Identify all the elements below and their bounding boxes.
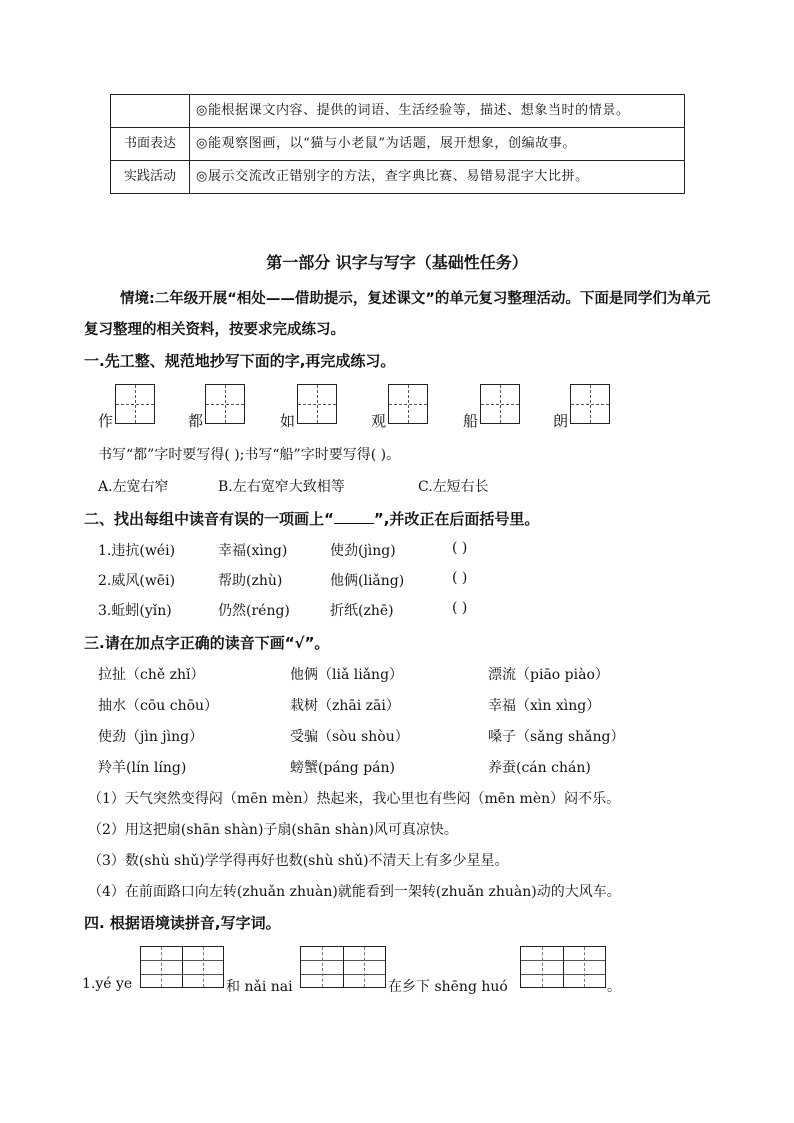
pinyin-choice: 漂流（piāo piào） [488,667,609,683]
q4-pinyin-1: 1.yé ye [82,976,133,992]
q3-sentence: （4）在前面路口向左转(zhuǎn zhuàn)就能看到一架转(zhuǎn zhuàn)动的大风车。 [88,884,621,900]
q3-sentence: （2）用这把扇(shān shàn)子扇(shān shàn)风可真凉快。 [88,822,458,838]
q3-sentence: （1）天气突然变得闷（mēn mèn）热起来，我心里也有些闷（mēn mèn）闷不乐。 [88,791,621,807]
pinyin-choice: 栽树（zhāi zāi） [290,698,400,714]
answer-paren[interactable]: ( ) [452,600,468,616]
underline-blank [334,509,374,524]
q2-heading [84,508,539,529]
table-category-cell [111,95,190,128]
q1-heading: 一.先工整、规范地抄写下面的字,再完成练习。 [84,352,396,370]
q2-item: 他俩(liǎng) [330,573,405,589]
table-category-cell: 书面表达 [111,128,190,161]
q2-item: 3.蚯蚓(yǐn) [98,603,172,619]
writing-grid[interactable] [480,384,520,424]
q1-option-a: A.左宽右窄 [98,479,169,495]
table-description-cell: ◎展示交流改正错别字的方法，查字典比赛、易错易混字大比拼。 [190,161,685,194]
q3-sentence: （3）数(shù shǔ)学学得再好也数(shù shǔ)不清天上有多少星星。 [88,853,509,869]
q2-item: 帮助(zhù) [218,573,283,589]
pinyin-choice: 嗓子（sǎng shǎng） [488,729,625,745]
pinyin-choice: 幸福（xìn xìng） [488,698,601,714]
q2-item: 仍然(réng) [218,603,290,619]
writing-grid[interactable] [388,384,428,424]
q2-heading-pre: 二、找出每组中读音有误的一项画上“ [84,510,334,528]
q2-item: 使劲(jìng) [330,543,396,559]
q2-heading-post: ”,并改正在后面括号里。 [373,510,540,528]
table-row [111,161,685,194]
learning-goals-table [110,94,685,194]
write-box-yeye[interactable] [140,946,224,988]
pinyin-choice: 养蚕(cán chán) [488,760,591,776]
q1-question: 书写“都”字时要写得( );书写“船”字时要写得( )。 [98,447,401,463]
intro-paragraph: 情境:二年级开展“相处——借助提示，复述课文”的单元复习整理活动。下面是同学们为单元复习整理的相关资料，按要求完成练习。 [84,291,711,338]
pinyin-choice: 羚羊(lín líng) [98,760,187,776]
q3-heading: 三.请在加点字正确的读音下画“√”。 [84,634,330,652]
part-title: 第一部分 识字与写字（基础性任务） [266,253,528,272]
q1-option-b: B.左右宽窄大致相等 [218,479,345,495]
q4-pinyin-2: 和 nǎi nai [226,979,293,995]
q1-option-c: C.左短右长 [418,479,489,495]
copy-char: 朗 [553,412,569,430]
writing-grid[interactable] [297,384,337,424]
pinyin-choice: 拉扯（chě zhǐ） [98,667,205,683]
write-box-nainai[interactable] [300,946,386,988]
copy-char: 观 [371,412,387,430]
write-box-shenghuo[interactable] [520,946,606,988]
pinyin-choice: 使劲（jìn jìng） [98,729,204,745]
pinyin-choice: 受骗（sòu shòu） [290,729,409,745]
pinyin-choice: 他俩（liǎ liǎng） [290,667,404,683]
q4-end-punct: 。 [607,979,621,995]
answer-paren[interactable]: ( ) [452,540,468,556]
writing-grid[interactable] [205,384,245,424]
pinyin-choice: 抽水（cōu chōu） [98,698,219,714]
q2-item: 2.威风(wēi) [98,573,176,589]
copy-char: 船 [463,412,479,430]
table-row [111,128,685,161]
table-description-cell: ◎能观察图画，以“猫与小老鼠”为话题，展开想象，创编故事。 [190,128,685,161]
table-description-cell: ◎能根据课文内容、提供的词语、生活经验等，描述、想象当时的情景。 [190,95,685,128]
answer-paren[interactable]: ( ) [452,570,468,586]
q2-item: 1.违抗(wéi) [98,543,176,559]
writing-grid[interactable] [115,384,155,424]
pinyin-choice: 螃蟹(páng pán) [290,760,395,776]
writing-grid[interactable] [570,384,610,424]
table-category-cell: 实践活动 [111,161,190,194]
q2-item: 幸福(xìng) [218,543,288,559]
copy-char: 作 [98,412,114,430]
copy-char: 都 [188,412,204,430]
q4-heading: 四. 根据语境读拼音,写字词。 [84,914,281,932]
q2-item: 折纸(zhē) [330,603,394,619]
table-row [111,95,685,128]
copy-char: 如 [280,412,296,430]
q4-pinyin-3: 在乡下 shēng huó [388,979,508,995]
